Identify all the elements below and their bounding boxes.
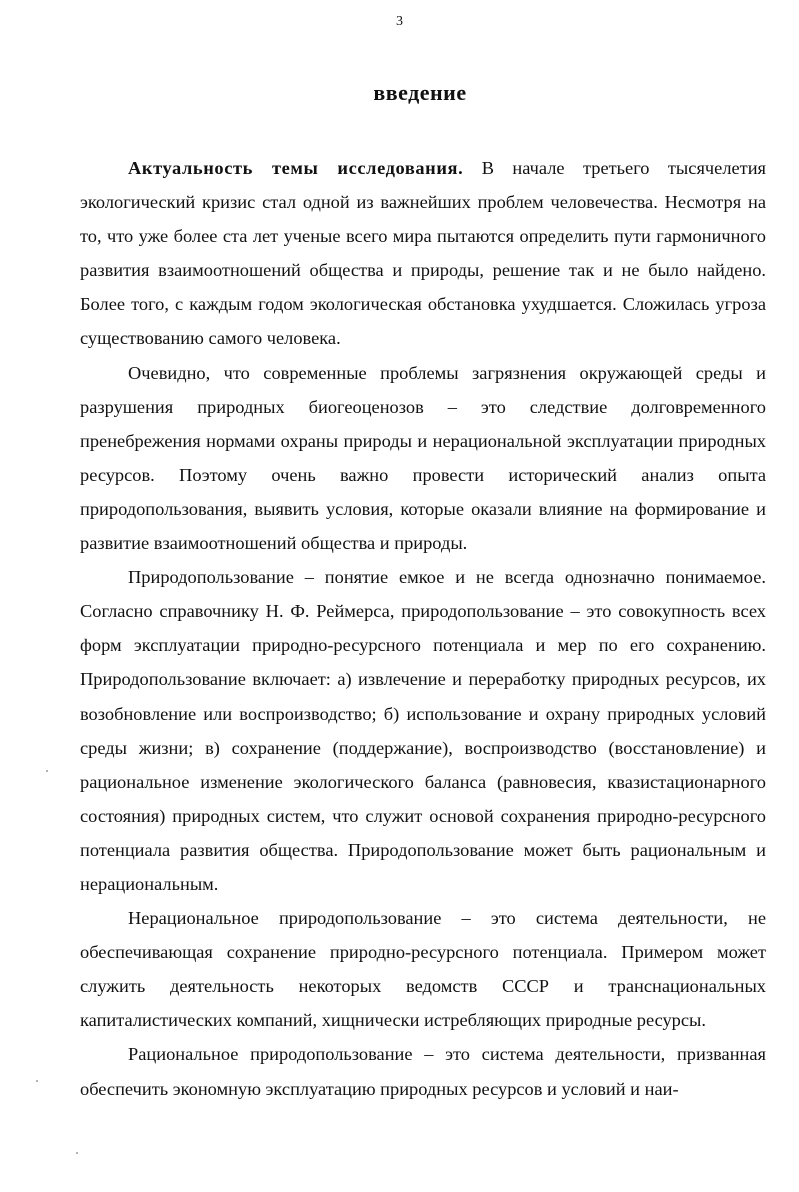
scan-artifact — [36, 1080, 38, 1082]
paragraph-relevance — [80, 151, 766, 356]
paragraph-irrational-use: Нерациональное природопользование – это система деятельности, не обеспечивающая сохранение природно-ресурсного потенциала. Примером может служить деятельность некоторых ведомств СССР и транснациональных капиталистических компаний, хищнически истребляющих природные ресурсы. — [80, 908, 766, 1031]
body-text — [80, 151, 766, 1106]
paragraph-rational-use: Рациональное природопользование – это система деятельности, призванная обеспечить экономную эксплуатацию природных ресурсов и условий и наи- — [80, 1044, 766, 1099]
paragraph-text: В начале третьего тысячелетия экологический кризис стал одной из важнейших проблем человечества. Несмотря на то, что уже более ста лет ученые всего мира пытаются определить пути гармоничного развития взаимоотношений общества и природы, решение так и не было найдено. Более того, с каждым годом экологическая обстановка ухудшается. Сложилась угроза существованию самого человека. — [80, 158, 766, 349]
paragraph-lead: Актуальность темы исследования. — [128, 158, 464, 178]
paragraph-nature-use-definition: Природопользование – понятие емкое и не всегда однозначно понимаемое. Согласно справочнику Н. Ф. Реймерса, природопользование – это совокупность всех форм эксплуатации природно-ресурсного потенциала и мер по его сохранению. Природопользование включает: а) извлечение и переработку природных ресурсов, их возобновление или воспроизводство; б) использование и охрану природных условий среды жизни; в) сохранение (поддержание), воспроизводство (восстановление) и рациональное изменение экологического баланса (равновесия, квазистационарного состояния) природных систем, что служит основой сохранения природно-ресурсного потенциала развития общества. Природопользование может быть рациональным и нерациональным. — [80, 567, 766, 894]
paragraph-pollution: Очевидно, что современные проблемы загрязнения окружающей среды и разрушения природных биогеоценозов – это следствие долговременного пренебрежения нормами охраны природы и нерациональной эксплуатации природных ресурсов. Поэтому очень важно провести исторический анализ опыта природопользования, выявить условия, которые оказали влияние на формирование и развитие взаимоотношений общества и природы. — [80, 362, 766, 554]
page-number: 3 — [396, 14, 403, 29]
scan-artifact — [76, 1152, 78, 1154]
section-heading: введение — [373, 80, 467, 105]
scan-artifact — [46, 770, 48, 772]
